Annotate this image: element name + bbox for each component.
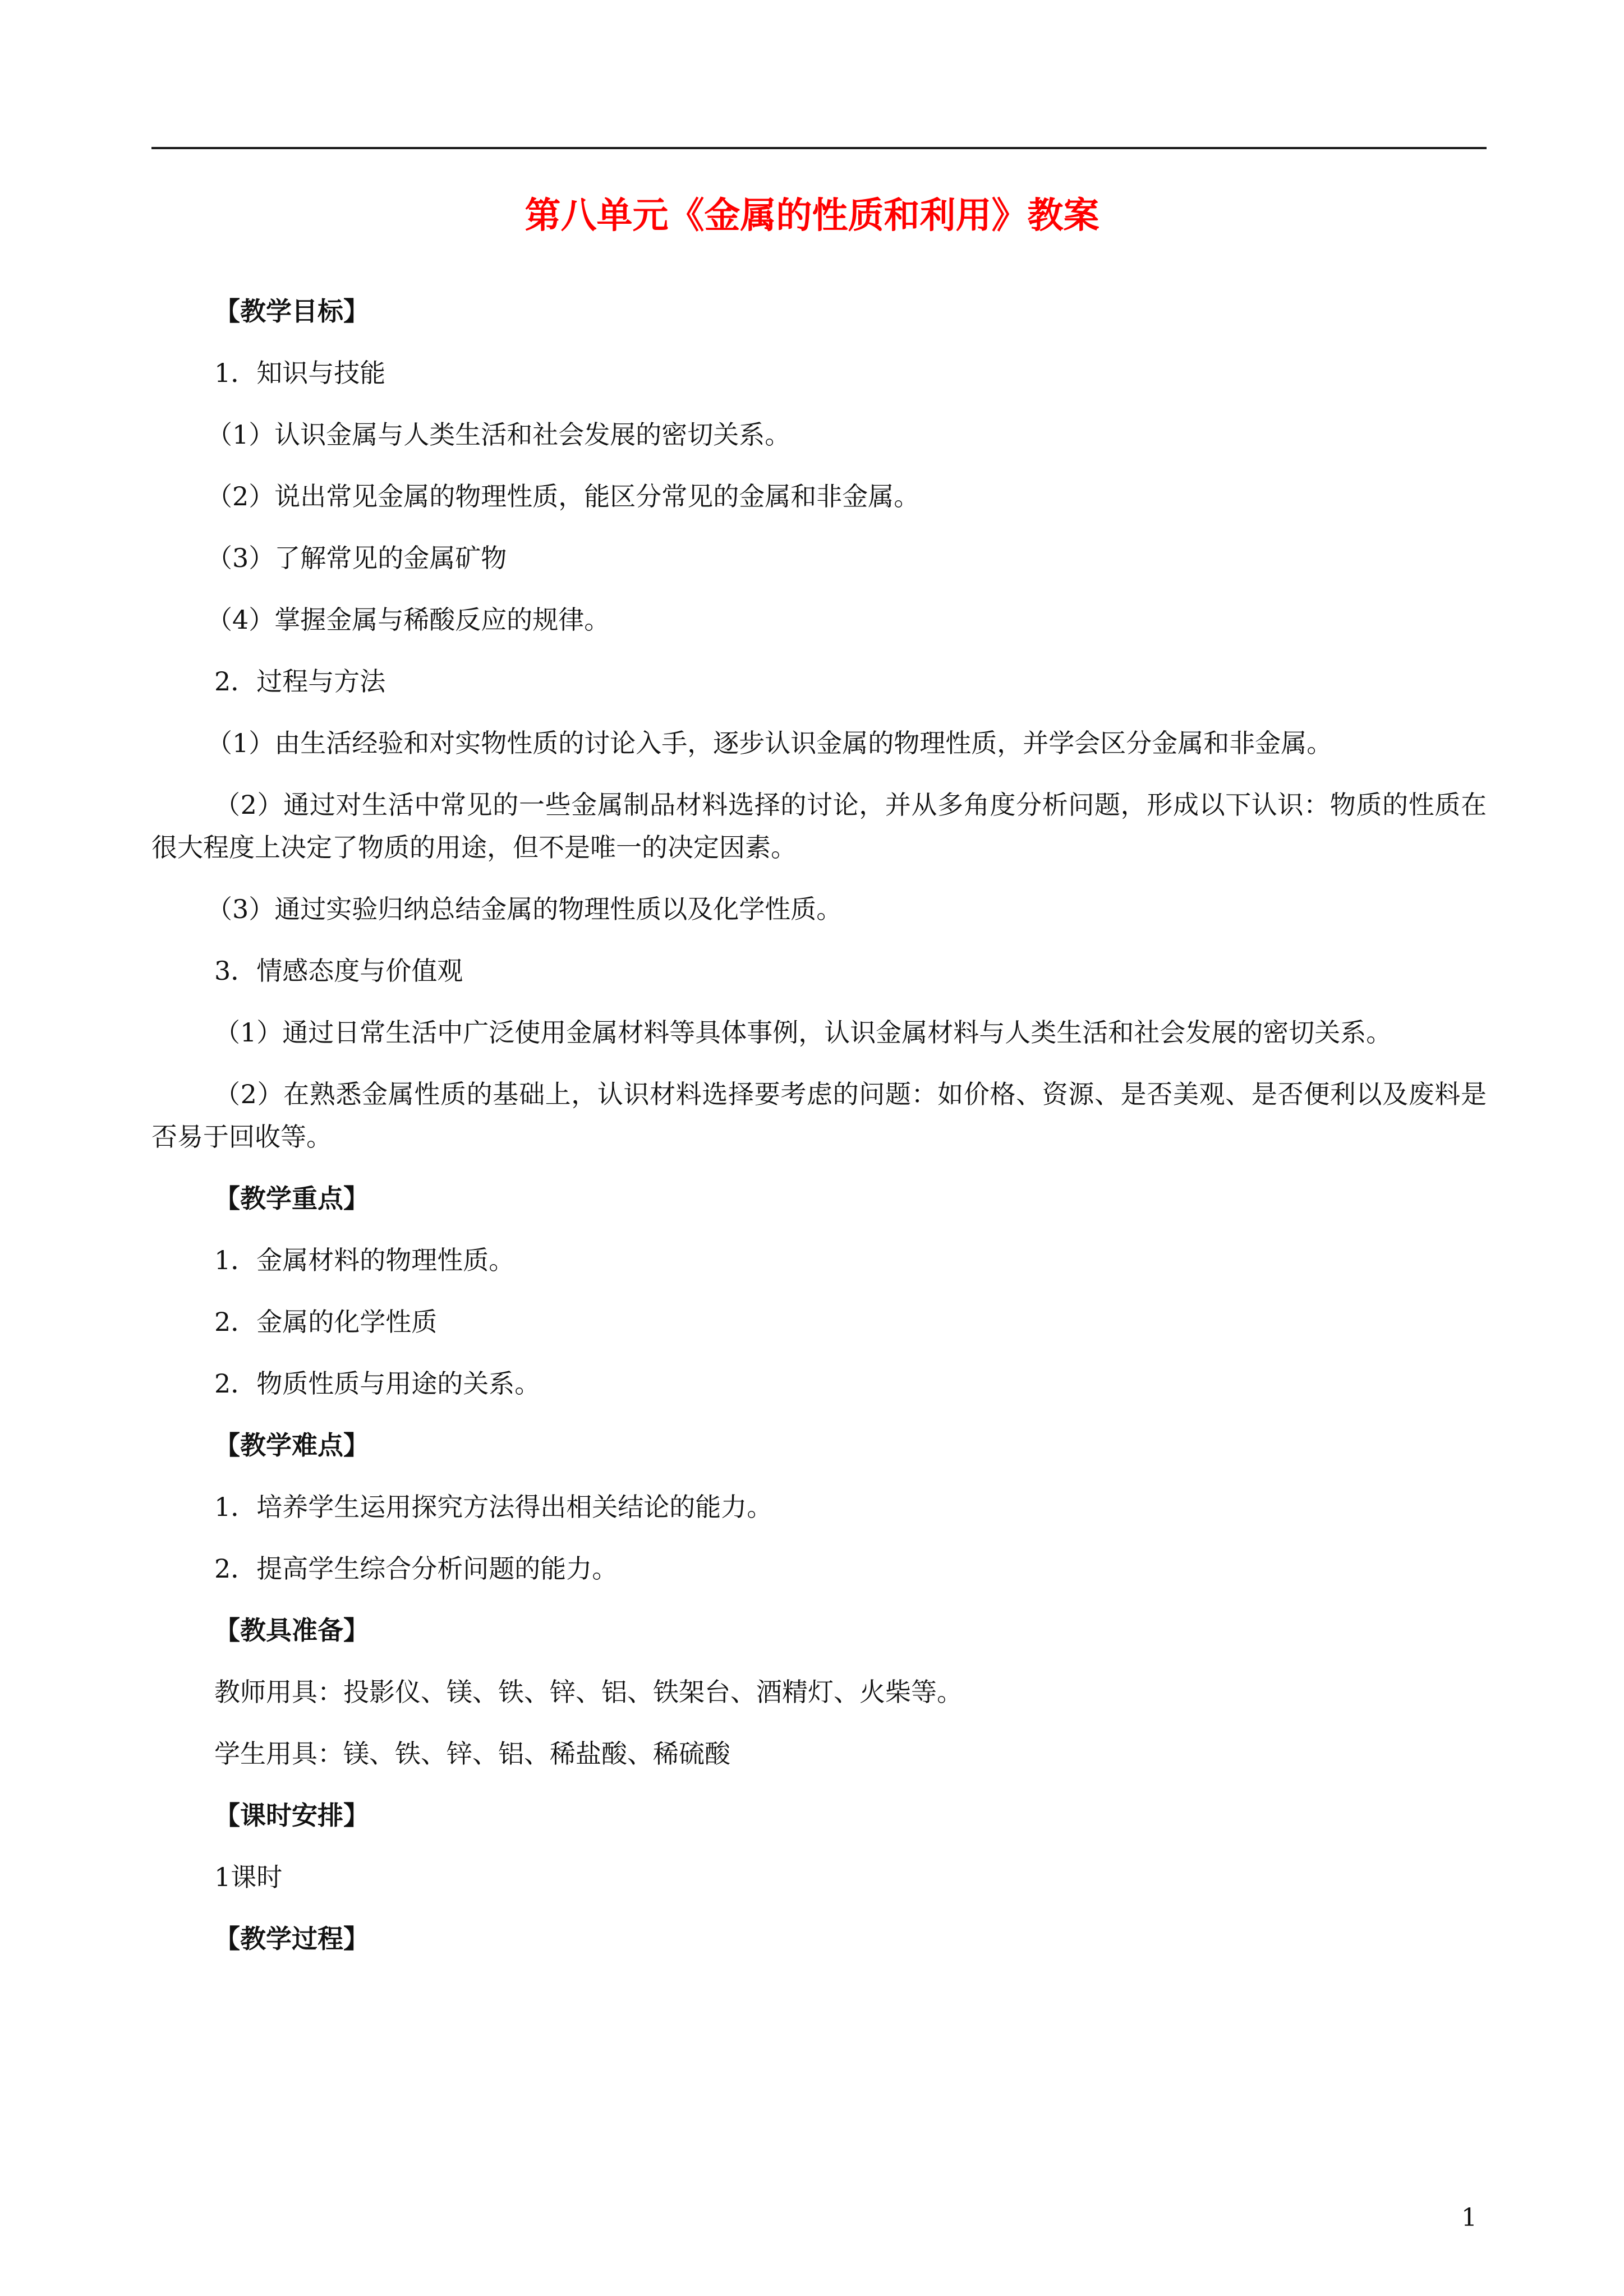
document-title: 第八单元《金属的性质和利用》教案 bbox=[525, 195, 1099, 237]
knowledge-item: （1）认识金属与人类生活和社会发展的密切关系。 bbox=[206, 419, 791, 450]
subsection-attitude-label: 3．情感态度与价值观 bbox=[214, 956, 463, 986]
key-point-item: 2．物质性质与用途的关系。 bbox=[214, 1368, 541, 1399]
process-item: （1）由生活经验和对实物性质的讨论入手，逐步认识金属的物理性质，并学会区分金属和非金属。 bbox=[206, 728, 1333, 758]
section-heading-difficulties: 【教学难点】 bbox=[214, 1430, 369, 1460]
section-heading-objectives: 【教学目标】 bbox=[214, 296, 369, 326]
difficulty-item: 1．培养学生运用探究方法得出相关结论的能力。 bbox=[214, 1492, 773, 1522]
teacher-equipment: 教师用具：投影仪、镁、铁、锌、铝、铁架台、酒精灯、火柴等。 bbox=[214, 1677, 963, 1707]
section-heading-process: 【教学过程】 bbox=[214, 1924, 369, 1954]
knowledge-item: （3）了解常见的金属矿物 bbox=[206, 543, 507, 573]
key-point-item: 1．金属材料的物理性质。 bbox=[214, 1245, 515, 1275]
difficulty-item: 2．提高学生综合分析问题的能力。 bbox=[214, 1553, 618, 1584]
attitude-item: （2）在熟悉金属性质的基础上，认识材料选择要考虑的问题：如价格、资源、是否美观、是否便利以及废料是否易于回收等。 bbox=[151, 1079, 1487, 1152]
student-equipment: 学生用具：镁、铁、锌、铝、稀盐酸、稀硫酸 bbox=[214, 1739, 730, 1769]
process-item: （3）通过实验归纳总结金属的物理性质以及化学性质。 bbox=[206, 894, 843, 924]
process-item: （2）通过对生活中常见的一些金属制品材料选择的讨论，并从多角度分析问题，形成以下认识：物质的性质在很大程度上决定了物质的用途，但不是唯一的决定因素。 bbox=[151, 790, 1487, 863]
attitude-item: （1）通过日常生活中广泛使用金属材料等具体事例，认识金属材料与人类生活和社会发展的密切关系。 bbox=[214, 1017, 1392, 1048]
schedule-value: 1课时 bbox=[214, 1862, 283, 1892]
knowledge-item: （4）掌握金属与稀酸反应的规律。 bbox=[206, 605, 610, 635]
section-heading-key-points: 【教学重点】 bbox=[214, 1183, 369, 1214]
section-heading-equipment: 【教具准备】 bbox=[214, 1615, 369, 1645]
knowledge-item: （2）说出常见金属的物理性质，能区分常见的金属和非金属。 bbox=[206, 481, 920, 511]
header-rule bbox=[151, 147, 1487, 149]
page-number: 1 bbox=[1461, 2203, 1477, 2232]
section-heading-schedule: 【课时安排】 bbox=[214, 1800, 369, 1831]
key-point-item: 2．金属的化学性质 bbox=[214, 1307, 438, 1337]
subsection-knowledge-label: 1．知识与技能 bbox=[214, 358, 386, 388]
document-body bbox=[151, 280, 1487, 1970]
subsection-process-label: 2．过程与方法 bbox=[214, 666, 386, 697]
